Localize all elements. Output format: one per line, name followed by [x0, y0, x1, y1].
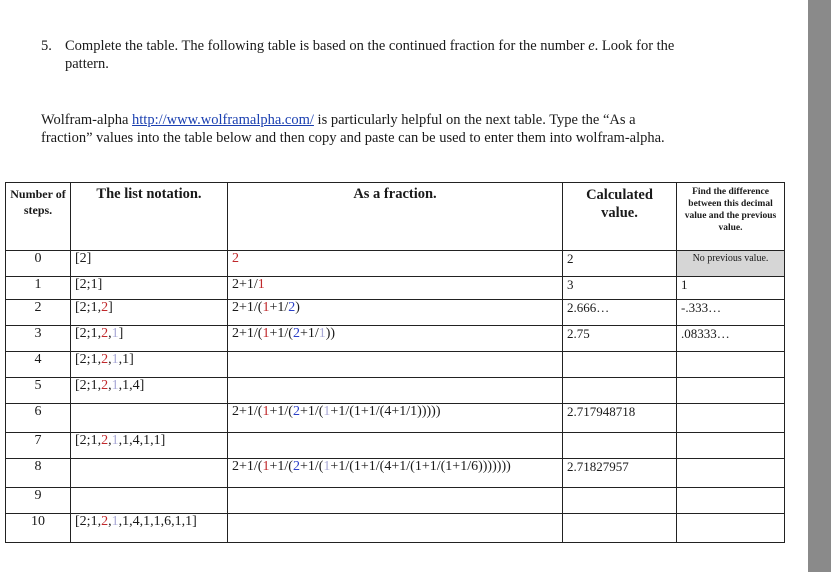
header-steps: Number of steps.	[6, 183, 71, 251]
cell-difference: No previous value.	[677, 251, 785, 277]
fraction-text: 2+1/(1+1/(2+1/(1+1/(1+1/(4+1/1)))))	[232, 404, 441, 419]
cell-fraction[interactable]	[228, 459, 563, 488]
cell-calculated[interactable]	[563, 514, 677, 543]
cell-calculated[interactable]: 2.75	[563, 326, 677, 352]
cell-calculated[interactable]	[563, 378, 677, 404]
cell-steps: 2	[6, 300, 71, 326]
cell-steps: 9	[6, 488, 71, 514]
fraction-text: 2+1/(1+1/2)	[232, 300, 300, 315]
viewer-scrollbar[interactable]	[808, 0, 831, 572]
header-difference: Find the difference between this decimal value and the previous value.	[677, 183, 785, 251]
cell-steps: 0	[6, 251, 71, 277]
cell-list-notation[interactable]	[71, 352, 228, 378]
cell-fraction[interactable]	[228, 404, 563, 433]
cell-difference[interactable]	[677, 352, 785, 378]
list-notation-text: [2;1]	[75, 277, 103, 292]
cell-list-notation[interactable]	[71, 488, 228, 514]
cell-difference[interactable]	[677, 514, 785, 543]
wolfram-link[interactable]: http://www.wolframalpha.com/	[132, 112, 314, 128]
question-line1-end: . Look for the	[594, 38, 675, 54]
cell-fraction[interactable]	[228, 277, 563, 300]
table-row	[6, 488, 785, 514]
cell-steps: 3	[6, 326, 71, 352]
table-header-row	[6, 183, 785, 251]
cell-list-notation[interactable]	[71, 404, 228, 433]
cell-calculated[interactable]	[563, 352, 677, 378]
table-row	[6, 326, 785, 352]
fraction-text: 2+1/(1+1/(2+1/1))	[232, 326, 336, 341]
table-row	[6, 459, 785, 488]
cell-steps: 10	[6, 514, 71, 543]
list-notation-text: [2;1,2,1,1,4]	[75, 378, 145, 393]
list-notation-text: [2;1,2,1,1,4,1,1]	[75, 433, 166, 448]
cell-fraction[interactable]	[228, 433, 563, 459]
cell-difference[interactable]	[677, 488, 785, 514]
table-row	[6, 433, 785, 459]
cell-steps: 6	[6, 404, 71, 433]
cell-difference[interactable]: .08333…	[677, 326, 785, 352]
cell-fraction[interactable]	[228, 300, 563, 326]
list-notation-text: [2;1,2,1,1,4,1,1,6,1,1]	[75, 514, 197, 529]
table-row	[6, 514, 785, 543]
cell-list-notation[interactable]	[71, 300, 228, 326]
wolfram-line2: fraction” values into the table below and then copy and paste can be used to enter them into wolfram-alpha.	[41, 130, 665, 146]
question-number: 5.	[41, 38, 52, 54]
question-line1: Complete the table. The following table is based on the continued fraction for the number	[65, 38, 589, 54]
cell-steps: 1	[6, 277, 71, 300]
question-text	[41, 37, 761, 73]
cell-list-notation[interactable]	[71, 251, 228, 277]
cell-calculated[interactable]: 2.71827957	[563, 459, 677, 488]
cell-difference[interactable]	[677, 378, 785, 404]
cell-steps: 4	[6, 352, 71, 378]
cell-calculated[interactable]: 2.717948718	[563, 404, 677, 433]
header-list: The list notation.	[71, 183, 228, 251]
cell-fraction[interactable]	[228, 378, 563, 404]
question-line2: pattern.	[65, 56, 109, 72]
table-row	[6, 404, 785, 433]
cell-calculated[interactable]: 3	[563, 277, 677, 300]
cell-fraction[interactable]	[228, 326, 563, 352]
cell-steps: 8	[6, 459, 71, 488]
wolfram-suffix: is particularly helpful on the next table. Type the “As a	[313, 112, 636, 128]
table-row	[6, 378, 785, 404]
cell-fraction[interactable]	[228, 352, 563, 378]
cell-list-notation[interactable]	[71, 433, 228, 459]
cell-steps: 5	[6, 378, 71, 404]
list-notation-text: [2]	[75, 251, 92, 266]
cell-calculated[interactable]	[563, 433, 677, 459]
wolfram-paragraph	[41, 111, 761, 147]
list-notation-text: [2;1,2,1]	[75, 326, 124, 341]
table-row	[6, 251, 785, 277]
fraction-text: 2	[232, 251, 239, 266]
table-row	[6, 352, 785, 378]
header-fraction: As a fraction.	[228, 183, 563, 251]
cell-difference[interactable]	[677, 404, 785, 433]
cell-difference[interactable]	[677, 459, 785, 488]
fraction-text: 2+1/(1+1/(2+1/(1+1/(1+1/(4+1/(1+1/(1+1/6)))))))	[232, 459, 511, 474]
list-notation-text: [2;1,2,1,1]	[75, 352, 134, 367]
table-row	[6, 277, 785, 300]
wolfram-prefix: Wolfram-alpha	[41, 112, 133, 128]
cell-calculated[interactable]: 2	[563, 251, 677, 277]
cell-list-notation[interactable]	[71, 514, 228, 543]
cell-fraction[interactable]	[228, 514, 563, 543]
cell-steps: 7	[6, 433, 71, 459]
table-body	[6, 251, 785, 543]
e-symbol: e	[588, 38, 595, 54]
cell-difference[interactable]	[677, 433, 785, 459]
cell-difference[interactable]: -.333…	[677, 300, 785, 326]
cell-list-notation[interactable]	[71, 326, 228, 352]
cell-list-notation[interactable]	[71, 277, 228, 300]
cell-fraction[interactable]	[228, 251, 563, 277]
cell-difference[interactable]: 1	[677, 277, 785, 300]
cell-fraction[interactable]	[228, 488, 563, 514]
fraction-text: 2+1/1	[232, 277, 265, 292]
cell-list-notation[interactable]	[71, 459, 228, 488]
table-row	[6, 300, 785, 326]
cell-calculated[interactable]	[563, 488, 677, 514]
continued-fraction-table	[5, 182, 785, 543]
cell-calculated[interactable]: 2.666…	[563, 300, 677, 326]
header-calculated: Calculated value.	[563, 183, 677, 251]
cell-list-notation[interactable]	[71, 378, 228, 404]
list-notation-text: [2;1,2]	[75, 300, 113, 315]
